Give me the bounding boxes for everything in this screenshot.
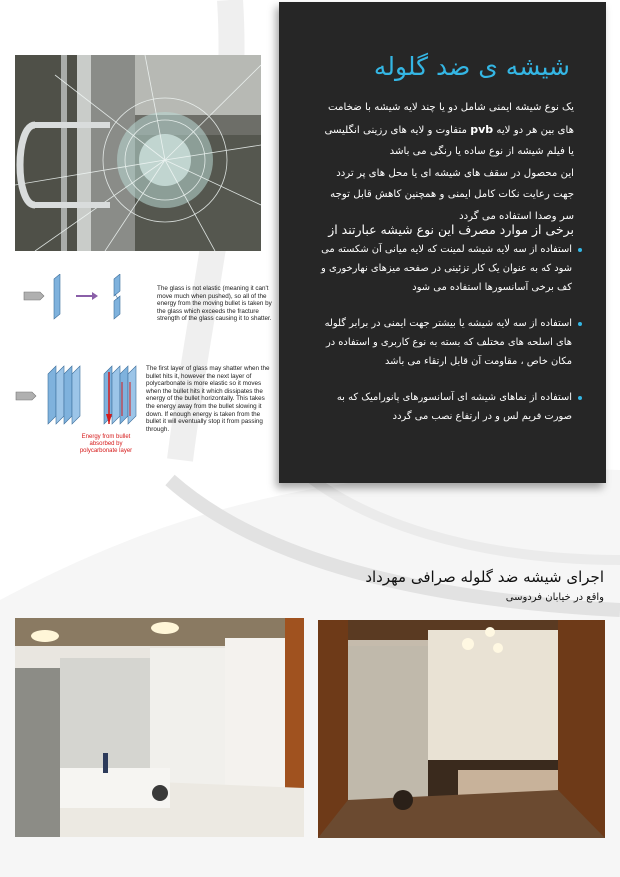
bullet-icon: [16, 392, 36, 400]
page-title: شیشه ی ضد گلوله: [373, 52, 570, 81]
bullet-diagram: [14, 274, 142, 454]
bullet-icon: [24, 292, 44, 300]
info-panel: [279, 2, 606, 483]
intro-part2: متفاوت و لایه های رزینی انگلیسی یا فیلم شیشه از نوع ساده یا رنگی می باشد: [324, 124, 574, 157]
intro-para2: این محصول در سقف های شیشه ای یا محل های پر تردد جهت رعایت نکات کامل ایمنی و همچنین کاهش قابل توجه سر وصدا استفاده می گردد: [330, 167, 574, 222]
glass-pane-icon: [54, 274, 60, 319]
uses-list: [320, 240, 582, 443]
diagram-caption-laminated: The first layer of glass may shatter when the bullet hits it, however the next layer of polycarbonate is more elastic so it moves when the bullet hits it which dissipates the energy of the bullet horizontally. This takes the energy away from the bullet slowing it down. If enough energy is taken from the bullet it will eventually stop it from passing through.: [146, 365, 270, 433]
diagram-caption-glass: The glass is not elastic (meaning it can't move much when pushed), so all of the energy from the moving bullet is taken by the glass which exceeds the fracture strength of the glass causing it to shatter.: [157, 285, 272, 323]
list-item: استفاده از سه لایه شیشه یا بیشتر جهت ایمنی در برابر گلوله های اسلحه های مختلف که بسته به نوع کاربری و استفاده در مکان خاص ، مقاومت آن قابل ارتقاء می باشد: [320, 314, 582, 371]
shattered-glass-photo: [15, 55, 261, 251]
intro-latin: pvb: [470, 122, 494, 136]
laminated-glass-icon: [48, 366, 80, 424]
project-photo-right: [318, 620, 605, 838]
energy-label: Energy from bullet absorbed by polycarbonate layer: [79, 434, 133, 454]
laminated-glass-hit-icon: [104, 366, 136, 424]
shattered-pane-icon: [114, 274, 120, 319]
project-title: اجرای شیشه ضد گلوله صرافی مهرداد: [365, 568, 604, 586]
intro-part1: یک نوع شیشه ایمنی شامل دو یا چند لایه شیشه با ضخامت های بین هر دو لایه: [328, 102, 574, 136]
project-subtitle: واقع در خیابان فردوسی: [505, 592, 604, 603]
uses-heading: برخی از موارد مصرف این نوع شیشه عبارتند از: [328, 222, 574, 237]
project-photo-left: [15, 618, 304, 837]
arrow-icon: [76, 292, 98, 300]
intro-text: [324, 97, 574, 227]
list-item: استفاده از نماهای شیشه ای آسانسورهای پانورامیک که به صورت فریم لس و در ارتفاع نصب می گردد: [320, 388, 582, 426]
list-item: استفاده از سه لایه شیشه لمینت که لایه میانی آن شکسته می شود که به عنوان یک کار تزئینی در صفحه میزهای نهارخوری و کف برخی آسانسورها استفاده می شود: [320, 240, 582, 297]
